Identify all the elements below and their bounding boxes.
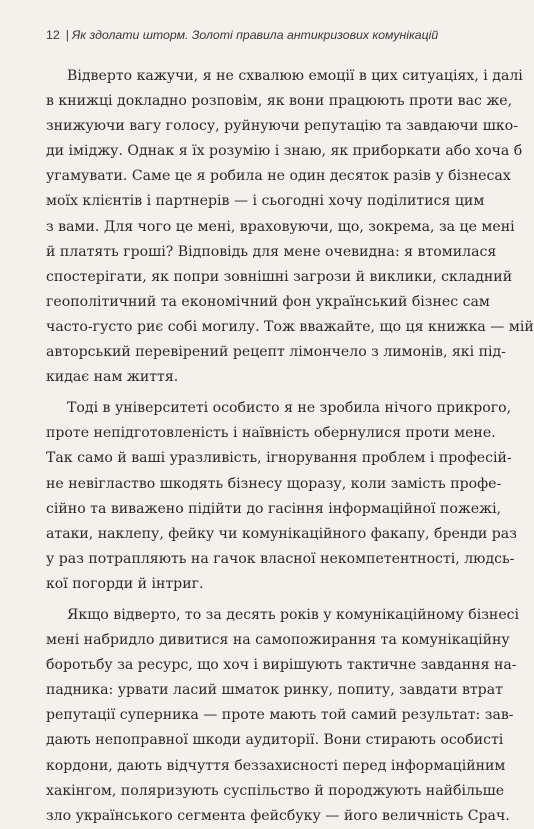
text-line: спостерігати, як попри зовнішні загрози й виклики, складний — [46, 268, 513, 285]
text-line: у раз потрапляють на гачок власної некомпетентності, людсь- — [46, 550, 515, 567]
text-line: моїх клієнтів і партнерів — і сьогодні хочу поділитися цим — [46, 193, 485, 210]
text-line: й платять гроші? Відповідь для мене очевидна: я втомилася — [46, 243, 497, 260]
body-text — [46, 64, 534, 829]
text-line: зло українського сегмента фейсбуку — його величність Срач. — [46, 807, 510, 824]
text-line: авторський перевірений рецепт лімончело з лимонів, які під- — [46, 344, 506, 361]
paragraph-1 — [46, 64, 534, 390]
text-line: ди іміджу. Однак я їх розумію і знаю, як приборкати або хоча б — [46, 143, 523, 160]
text-line: падника: урвати ласий шматок ринку, попиту, завдати втрат — [46, 682, 503, 699]
text-line: Тоді в університеті особисто я не зробила нічого прикрого, — [67, 400, 512, 417]
text-line: репутації суперника — проте мають той самий результат: зав- — [46, 707, 514, 724]
paragraph-2 — [46, 396, 517, 597]
text-line: сійно та виважено підійти до гасіння інформаційної пожежі, — [46, 500, 502, 517]
text-line: кордони, дають відчуття беззахисності перед інформаційним — [46, 757, 506, 774]
text-line: в книжці докладно розповім, як вони працюють проти вас же, — [46, 93, 513, 110]
running-header — [46, 28, 438, 42]
text-line: геополітичний та економічний фон український бізнес сам — [46, 293, 490, 310]
text-line: знижуючи вагу голосу, руйнуючи репутацію та завдаючи шко- — [46, 118, 518, 135]
text-line: Якщо відверто, то за десять років у комунікаційному бізнесі — [67, 606, 520, 623]
text-line: боротьбу за ресурс, що хоч і вирішують тактичне завдання на- — [46, 657, 517, 674]
page-number: 12 — [46, 28, 60, 42]
text-line: хакінгом, поляризують суспільство й породжують найбільше — [46, 782, 505, 799]
text-line: дають непоправної шкоди аудиторії. Вони стирають особисті — [46, 732, 504, 749]
running-title: Як здолати шторм. Золоті правила антикризових комунікацій — [71, 28, 439, 42]
text-line: проте непідготовленість і наївність обернулися проти мене. — [46, 425, 496, 442]
text-line: кої погорди й інтриг. — [46, 575, 204, 592]
text-line: кидає нам життя. — [46, 369, 179, 386]
text-line: часто-густо риє собі могилу. Тож вважайте, що ця книжка — мій — [46, 318, 534, 335]
text-line: не невігластво шкодять бізнесу щоразу, коли замість профе- — [46, 475, 502, 492]
paragraph-3 — [46, 603, 520, 829]
text-line: з вами. Для чого це мені, враховуючи, що, зокрема, за це мені — [46, 218, 515, 235]
text-line: угамувати. Саме це я робила не один десяток разів у бізнесах — [46, 168, 511, 185]
text-line: мені набридло дивитися на самопожирання та комунікаційну — [46, 632, 510, 649]
text-line: Відверто кажучи, я не схвалюю емоції в цих ситуаціях, і далі — [67, 68, 523, 84]
text-line: Так само й ваші уразливість, ігнорування проблем і професій- — [46, 450, 512, 467]
text-line: атаки, наклепу, фейку чи комунікаційного факапу, бренди раз — [46, 525, 517, 542]
header-separator: | — [65, 28, 69, 42]
